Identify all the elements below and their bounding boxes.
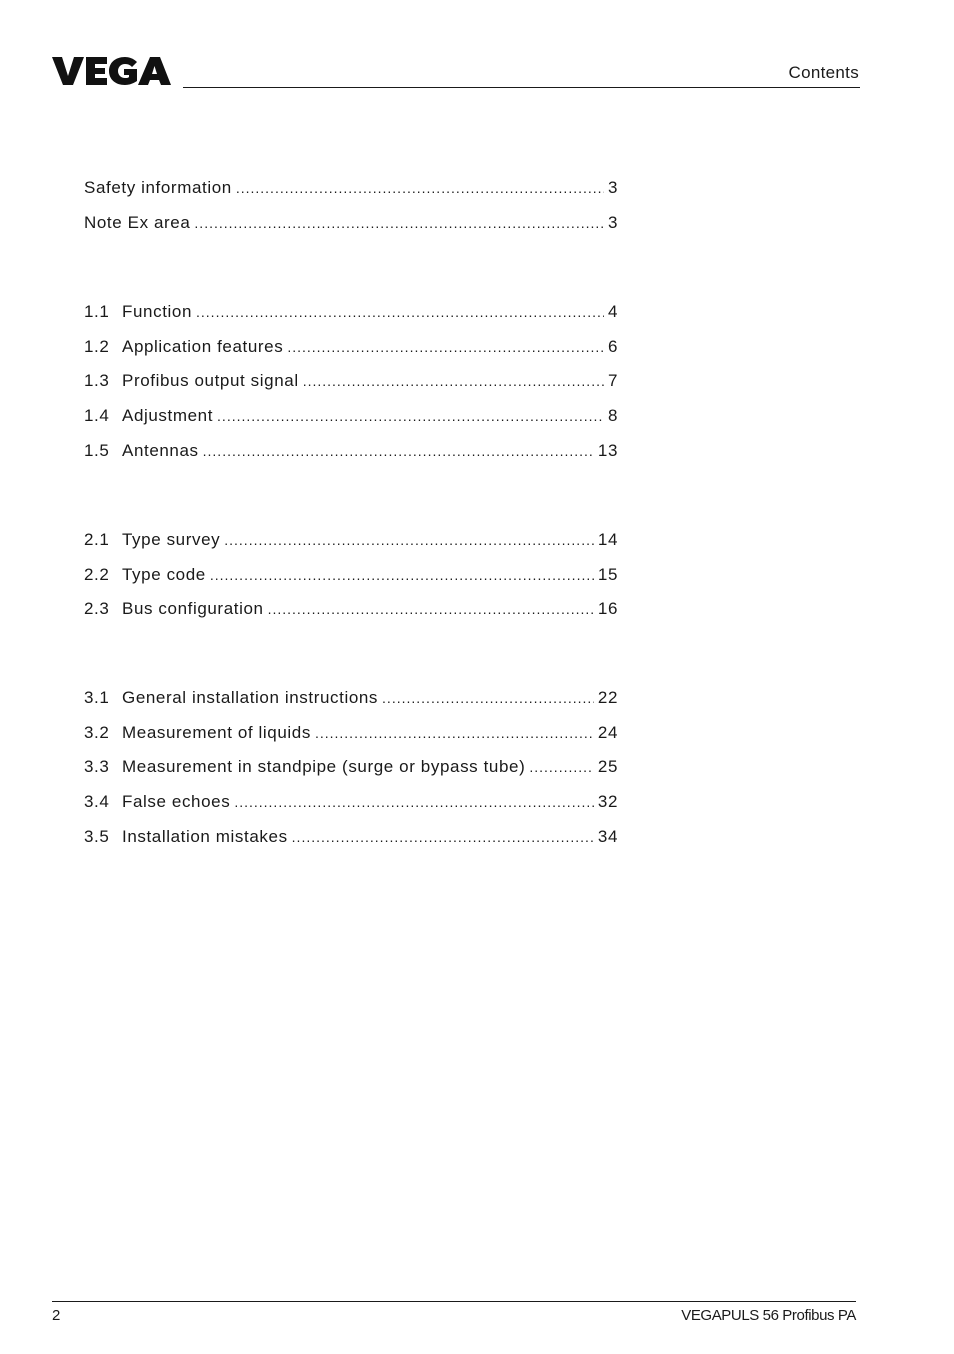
toc-entry-title: Note Ex area (84, 212, 191, 232)
toc-entry-page: 25 (597, 757, 618, 777)
toc-entry-number: 2.2 (84, 564, 110, 584)
toc-entry-page: 22 (597, 688, 618, 707)
toc-dot-leader (268, 601, 594, 617)
toc-entry-number: 3.4 (84, 792, 110, 812)
toc-dot-leader (217, 408, 604, 424)
toc-entry-page: 7 (607, 371, 618, 391)
toc-entry-page: 32 (597, 792, 618, 812)
toc-entry[interactable] (84, 213, 618, 237)
toc-entry-page: 3 (607, 212, 618, 232)
toc-dot-leader (210, 567, 594, 583)
toc-entry[interactable] (84, 302, 618, 326)
toc-entry-title: Type survey (122, 530, 221, 549)
toc-entry-page: 14 (597, 530, 618, 549)
toc-dot-leader (194, 215, 604, 231)
toc-entry-title: Application features (122, 336, 284, 356)
toc-entry[interactable] (84, 530, 618, 554)
toc-entry-title: General installation instructions (122, 688, 379, 707)
toc-entry-number: 3.1 (84, 688, 110, 707)
toc-entry-page: 15 (597, 564, 618, 584)
toc-entry[interactable] (84, 757, 618, 781)
toc-dot-leader (234, 794, 594, 810)
toc-dot-leader (196, 304, 604, 320)
toc-entry-number: 1.2 (84, 336, 110, 356)
footer-page-number: 2 (52, 1307, 61, 1324)
footer-product-name: VEGAPULS 56 Profibus PA (681, 1307, 856, 1324)
toc-entry-title: Safety information (84, 178, 232, 197)
toc-entry-number: 3.5 (84, 826, 110, 846)
toc-entry-number: 2.3 (84, 599, 110, 619)
toc-entry[interactable] (84, 371, 618, 395)
toc-entry-title: Profibus output signal (122, 371, 299, 391)
toc-dot-leader (303, 373, 604, 389)
toc-entry-title: Measurement of liquids (122, 722, 311, 742)
toc-entry-page: 13 (597, 440, 618, 460)
toc-entry-title: Measurement in standpipe (surge or bypass tube) (122, 757, 526, 777)
toc-entry-title: False echoes (122, 792, 231, 812)
toc-dot-leader (315, 725, 594, 741)
toc-dot-leader (292, 829, 594, 845)
toc-entry-number: 3.3 (84, 757, 110, 777)
header-rule (183, 87, 860, 88)
toc-entry[interactable] (84, 406, 618, 430)
footer-rule (52, 1301, 856, 1302)
toc-dot-leader (224, 532, 594, 548)
toc-entry-number: 1.1 (84, 302, 110, 321)
toc-entry[interactable] (84, 827, 618, 851)
toc-dot-leader (529, 759, 594, 775)
toc-entry-number: 1.5 (84, 440, 110, 460)
toc-entry[interactable] (84, 178, 618, 202)
toc-dot-leader (382, 690, 594, 706)
toc-entry-number: 3.2 (84, 722, 110, 742)
toc-entry[interactable] (84, 688, 618, 712)
toc-entry[interactable] (84, 792, 618, 816)
toc-dot-leader (203, 443, 594, 459)
page-section-title: Contents (788, 63, 859, 82)
toc-entry-title: Bus configuration (122, 599, 264, 619)
toc-dot-leader (236, 180, 604, 196)
toc-entry-title: Adjustment (122, 406, 214, 426)
toc-entry-number: 2.1 (84, 530, 110, 549)
toc-entry-page: 3 (607, 178, 618, 197)
toc-entry[interactable] (84, 337, 618, 361)
toc-entry-page: 4 (607, 302, 618, 321)
toc-dot-leader (287, 339, 604, 355)
toc-entry-page: 24 (597, 722, 618, 742)
toc-entry-number: 1.4 (84, 406, 110, 426)
toc-entry-page: 6 (607, 336, 618, 356)
toc-entry[interactable] (84, 441, 618, 465)
toc-entry-page: 34 (597, 826, 618, 846)
vega-logo (52, 54, 172, 88)
toc-entry[interactable] (84, 723, 618, 747)
toc-entry-title: Type code (122, 564, 206, 584)
toc-entry-title: Installation mistakes (122, 826, 288, 846)
toc-entry-page: 8 (607, 406, 618, 426)
toc-entry-page: 16 (597, 599, 618, 619)
toc-entry-title: Function (122, 302, 193, 321)
toc-entry[interactable] (84, 599, 618, 623)
toc-entry[interactable] (84, 565, 618, 589)
toc-entry-number: 1.3 (84, 371, 110, 391)
toc-entry-title: Antennas (122, 440, 199, 460)
